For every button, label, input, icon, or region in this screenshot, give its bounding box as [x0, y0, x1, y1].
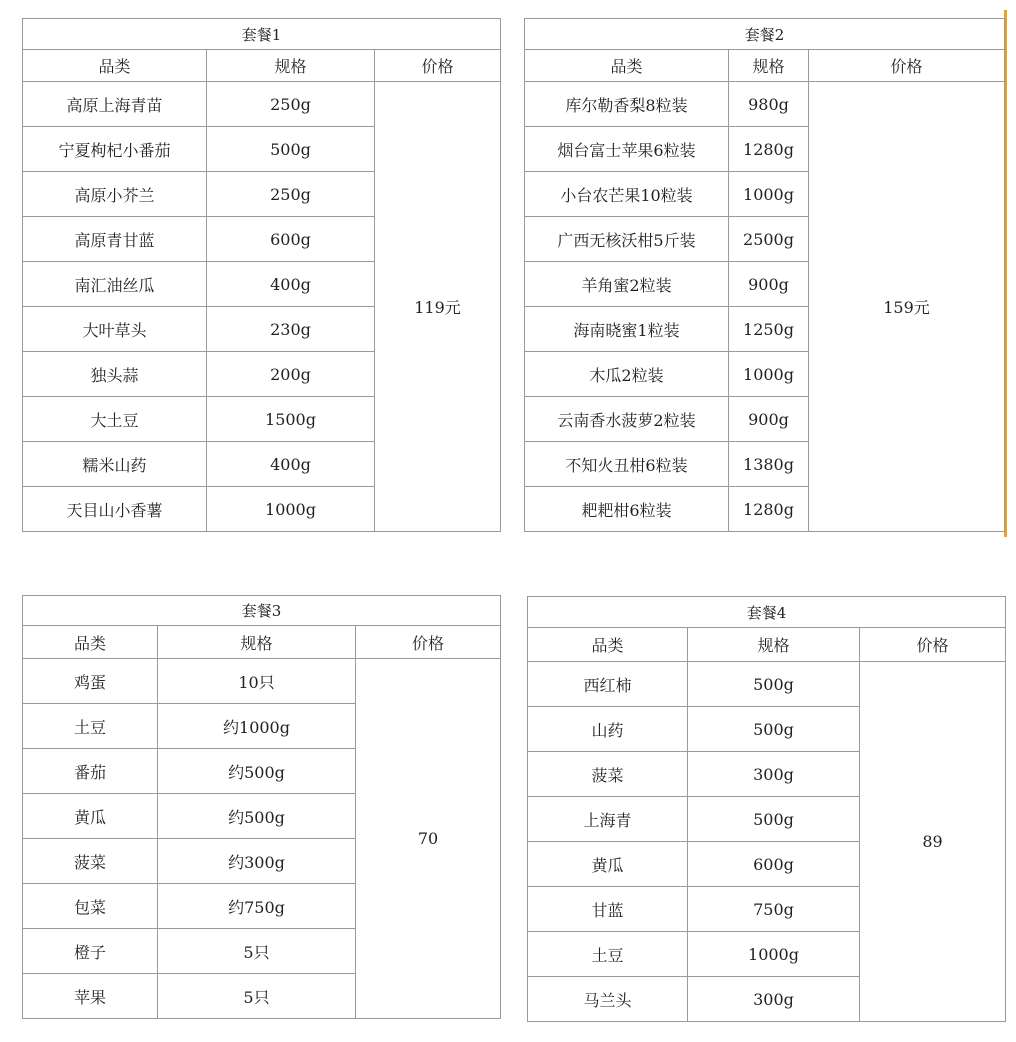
package-3-table [22, 595, 501, 1019]
column-header-category: 品类 [23, 50, 207, 82]
item-name: 独头蒜 [23, 352, 207, 397]
item-spec: 1000g [207, 487, 375, 532]
item-name: 黄瓜 [528, 842, 688, 887]
item-name: 菠菜 [528, 752, 688, 797]
item-name: 大叶草头 [23, 307, 207, 352]
item-spec: 约500g [158, 749, 356, 794]
item-name: 甘蓝 [528, 887, 688, 932]
column-header-spec: 规格 [207, 50, 375, 82]
item-name: 高原小芥兰 [23, 172, 207, 217]
item-name: 天目山小香薯 [23, 487, 207, 532]
item-name: 橙子 [23, 929, 158, 974]
item-spec: 1380g [729, 442, 809, 487]
item-name: 土豆 [528, 932, 688, 977]
item-name: 库尔勒香梨8粒装 [525, 82, 729, 127]
item-spec: 约750g [158, 884, 356, 929]
item-spec: 400g [207, 442, 375, 487]
item-spec: 900g [729, 397, 809, 442]
item-spec: 1500g [207, 397, 375, 442]
item-spec: 5只 [158, 929, 356, 974]
item-spec: 750g [688, 887, 860, 932]
package-price: 119元 [375, 82, 501, 532]
column-header-price: 价格 [375, 50, 501, 82]
item-name: 山药 [528, 707, 688, 752]
item-name: 不知火丑柑6粒装 [525, 442, 729, 487]
column-header-category: 品类 [23, 626, 158, 659]
item-name: 糯米山药 [23, 442, 207, 487]
package-1-table [22, 18, 501, 532]
package-price: 159元 [809, 82, 1005, 532]
item-spec: 500g [688, 797, 860, 842]
item-spec: 约300g [158, 839, 356, 884]
item-name: 番茄 [23, 749, 158, 794]
item-name: 黄瓜 [23, 794, 158, 839]
package-title: 套餐1 [23, 19, 501, 50]
item-name: 高原上海青苗 [23, 82, 207, 127]
column-header-price: 价格 [809, 50, 1005, 82]
package-title: 套餐2 [525, 19, 1005, 50]
item-spec: 500g [688, 662, 860, 707]
item-spec: 1280g [729, 487, 809, 532]
column-header-spec: 规格 [688, 628, 860, 662]
item-spec: 600g [207, 217, 375, 262]
item-name: 鸡蛋 [23, 659, 158, 704]
item-spec: 500g [688, 707, 860, 752]
item-name: 羊角蜜2粒装 [525, 262, 729, 307]
item-name: 菠菜 [23, 839, 158, 884]
package-price: 70 [356, 659, 501, 1019]
item-spec: 2500g [729, 217, 809, 262]
item-name: 苹果 [23, 974, 158, 1019]
item-spec: 230g [207, 307, 375, 352]
item-name: 上海青 [528, 797, 688, 842]
item-name: 海南晓蜜1粒装 [525, 307, 729, 352]
item-spec: 300g [688, 977, 860, 1022]
item-spec: 980g [729, 82, 809, 127]
item-name: 烟台富士苹果6粒装 [525, 127, 729, 172]
item-spec: 600g [688, 842, 860, 887]
item-spec: 200g [207, 352, 375, 397]
package-2-table [524, 18, 1005, 532]
package-title: 套餐3 [23, 596, 501, 626]
column-header-spec: 规格 [729, 50, 809, 82]
column-header-category: 品类 [528, 628, 688, 662]
item-name: 云南香水菠萝2粒装 [525, 397, 729, 442]
column-header-price: 价格 [860, 628, 1006, 662]
item-spec: 约1000g [158, 704, 356, 749]
item-spec: 250g [207, 82, 375, 127]
item-name: 木瓜2粒装 [525, 352, 729, 397]
item-spec: 900g [729, 262, 809, 307]
item-name: 大土豆 [23, 397, 207, 442]
item-name: 广西无核沃柑5斤装 [525, 217, 729, 262]
item-spec: 400g [207, 262, 375, 307]
item-spec: 1000g [688, 932, 860, 977]
item-name: 宁夏枸杞小番茄 [23, 127, 207, 172]
item-spec: 1000g [729, 172, 809, 217]
package-title: 套餐4 [528, 597, 1006, 628]
item-spec: 250g [207, 172, 375, 217]
item-spec: 500g [207, 127, 375, 172]
item-name: 马兰头 [528, 977, 688, 1022]
item-spec: 5只 [158, 974, 356, 1019]
item-name: 土豆 [23, 704, 158, 749]
item-spec: 约500g [158, 794, 356, 839]
package-4-table [527, 596, 1006, 1022]
item-spec: 1280g [729, 127, 809, 172]
column-header-price: 价格 [356, 626, 501, 659]
item-name: 小台农芒果10粒装 [525, 172, 729, 217]
item-spec: 300g [688, 752, 860, 797]
column-header-spec: 规格 [158, 626, 356, 659]
item-name: 西红柿 [528, 662, 688, 707]
item-name: 耙耙柑6粒装 [525, 487, 729, 532]
item-spec: 10只 [158, 659, 356, 704]
item-name: 高原青甘蓝 [23, 217, 207, 262]
item-spec: 1000g [729, 352, 809, 397]
item-name: 包菜 [23, 884, 158, 929]
item-name: 南汇油丝瓜 [23, 262, 207, 307]
package-price: 89 [860, 662, 1006, 1022]
item-spec: 1250g [729, 307, 809, 352]
column-header-category: 品类 [525, 50, 729, 82]
